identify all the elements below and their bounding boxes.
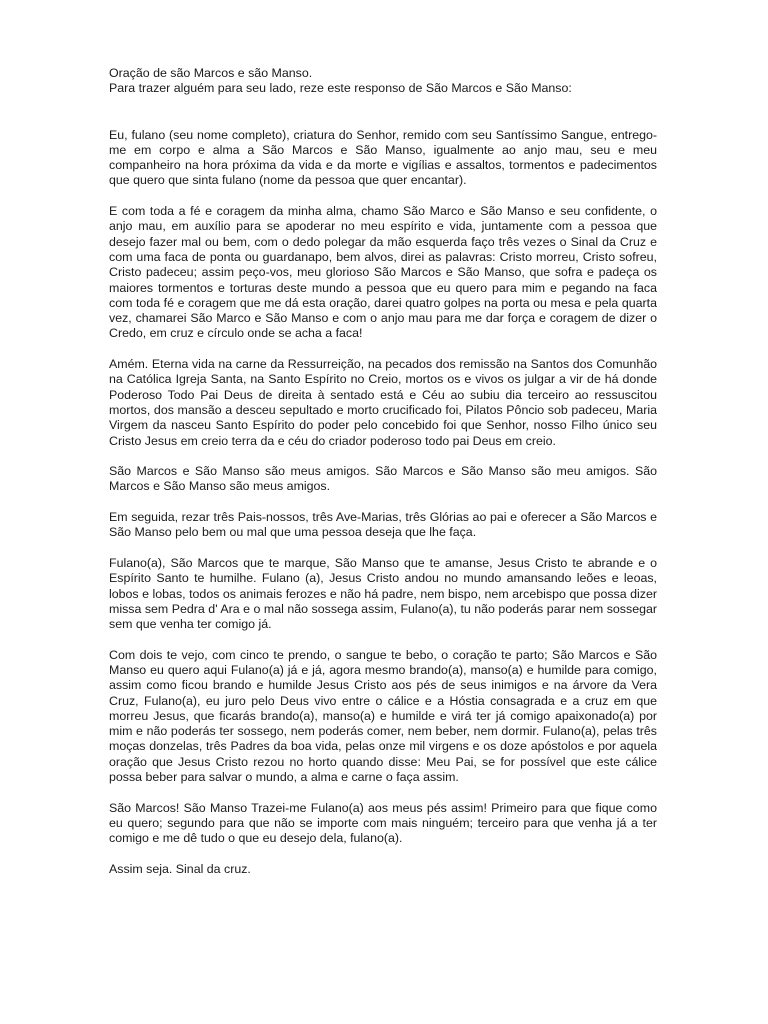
document-body (109, 66, 657, 892)
paragraph-fulano: Fulano(a), São Marcos que te marque, São Manso que te amanse, Jesus Cristo te abrande e o Espírito Santo te humilhe. Fulano (a), Jesus Cristo andou no mundo amansando leões e leoas, lobos e lobas, todos os animais ferozes e não há padre, nem bispo, nem arcebispo que possa dizer missa sem Pedra d' Ara e o mal não sossega assim, Fulano(a), tu não poderás parar nem sossegar sem que venha ter comigo já. (109, 555, 657, 632)
paragraph-friends: São Marcos e São Manso são meus amigos. São Marcos e São Manso são meu amigos. São Marcos e São Manso são meus amigos. (109, 464, 657, 494)
paragraph-request: São Marcos! São Manso Trazei-me Fulano(a) aos meus pés assim! Primeiro para que fique como eu quero; segundo para que não se importe com mais ninguém; terceiro para que venha já a ter comigo e me dê tudo o que eu desejo dela, fulano(a). (109, 800, 657, 846)
paragraph-creed: Amém. Eterna vida na carne da Ressurreição, na pecados dos remissão na Santos dos Comunhão na Católica Igreja Santa, na Santo Espírito no Creio, mortos os e vivos os julgar a vir de há donde Poderoso Todo Pai Deus de direita à sentado está e Céu ao subiu dia terceiro ao ressuscitou mortos, dos mansão a desceu sepultado e morto crucificado foi, Pilatos Pôncio sob padeceu, Maria Virgem da nasceu Santo Espírito do poder pelo concebido foi que Senhor, nosso Filho único seu Cristo Jesus em creio terra da e céu do criador poderoso todo pai Deus em creio. (109, 357, 657, 448)
prayer-text (109, 128, 657, 878)
document-subtitle: Para trazer alguém para seu lado, reze este responso de São Marcos e São Manso: (109, 81, 572, 96)
paragraph-oath: Com dois te vejo, com cinco te prendo, o sangue te bebo, o coração te parto; São Marcos e São Manso eu quero aqui Fulano(a) já e já, agora mesmo brando(a), manso(a) e humilde para comigo, assim como ficou brando e humilde Jesus Cristo aos pés de seus inimigos e na árvore da Vera Cruz, Fulano(a), eu juro pelo Deus vivo entre o cálice e a Hóstia consagrada e a cruz em que morreu Jesus, que ficarás brando(a), manso(a) e humilde e virá ter já comigo apaixonado(a) por mim e não poderás ter sossego, nem poderás comer, nem beber, nem dormir. Fulano(a), pelas três moças donzelas, três Padres da boa vida, pelas onze mil virgens e os doze apóstolos e por aquela oração que Jesus Cristo rezou no horto quando disse: Meu Pai, se for possível que este cálice possa beber para salvar o mundo, a alma e carne o faça assim. (109, 647, 657, 785)
document-title: Oração de são Marcos e são Manso. (109, 66, 313, 80)
paragraph-invocation: E com toda a fé e coragem da minha alma, chamo São Marco e São Manso e seu confidente, o anjo mau, em auxílio para se apoderar no meu espírito e vida, juntamente com a pessoa que desejo fazer mal ou bem, com o dedo polegar da mão esquerda faço três vezes o Sinal da Cruz e com uma faca de ponta ou guardanapo, bem alvos, direi as palavras: Cristo morreu, Cristo sofreu, Cristo padeceu; assim peço-vos, meu glorioso São Marcos e São Manso, que sofra e padeça os maiores tormentos e torturas deste mundo a pessoa que eu quero para mim e pegando na faca com toda fé e coragem que me dá esta oração, darei quatro golpes na porta ou mesa e pela quarta vez, chamarei São Marco e São Manso e com o anjo mau para me dar força e coragem de dizer o Credo, em cruz e círculo onde se acha a faca! (109, 204, 657, 341)
paragraph-instructions: Em seguida, rezar três Pais-nossos, três Ave-Marias, três Glórias ao pai e oferecer a São Marcos e São Manso pelo bem ou mal que uma pessoa deseja que lhe faça. (109, 510, 657, 540)
paragraph-dedication: Eu, fulano (seu nome completo), criatura do Senhor, remido com seu Santíssimo Sangue, entrego-me em corpo e alma a São Marcos e São Manso, igualmente ao anjo mau, seu e meu companheiro na hora próxima da vida e da morte e vigílias e assaltos, tormentos e padecimentos que quero que sinta fulano (nome da pessoa que quer encantar). (109, 127, 657, 188)
paragraph-closing: Assim seja. Sinal da cruz. (109, 861, 251, 876)
